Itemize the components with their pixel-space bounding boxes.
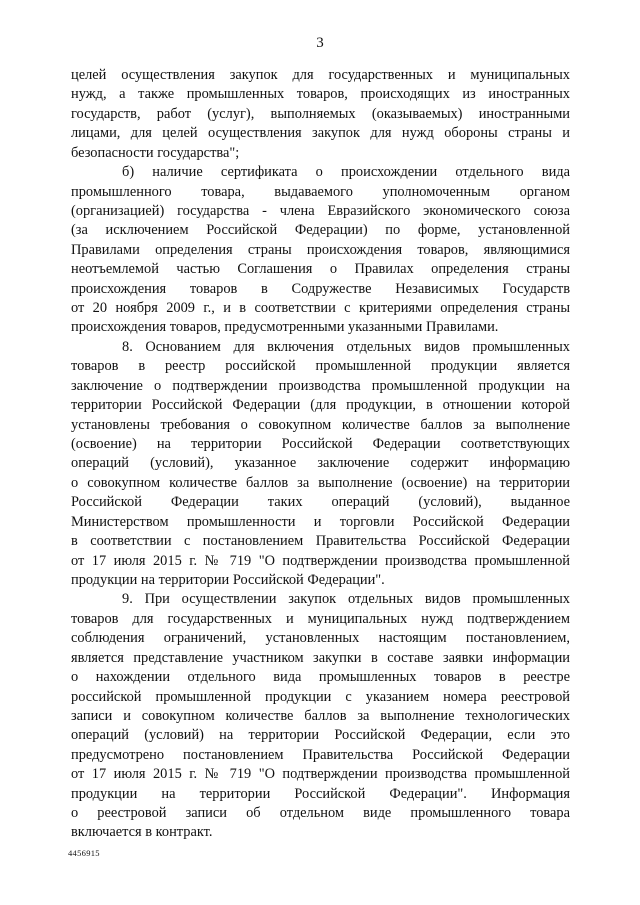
- text-line: безопасности государства";: [71, 144, 240, 161]
- document-code: 4456915: [68, 848, 100, 858]
- text-line: продукции на территории Российской Федерации".: [71, 571, 385, 588]
- text-line: 9. При осуществлении закупок отдельных видов промышленных: [122, 591, 570, 608]
- text-line: от 20 ноября 2009 г., и в соответствии с критериями определения страны: [71, 300, 570, 317]
- text-line: (организацией) государства - члена Евразийского экономического союза: [71, 202, 570, 219]
- document-body: [71, 66, 570, 843]
- text-line: лицами, для целей осуществления закупок для нужд обороны страны и: [71, 125, 570, 142]
- text-line: б) наличие сертификата о происхождении отдельного вида: [122, 164, 570, 181]
- text-line: о совокупном количестве баллов за выполнение (освоение) на территории: [71, 474, 570, 491]
- page-number: 3: [316, 35, 324, 51]
- text-line: 8. Основанием для включения отдельных видов промышленных: [122, 338, 570, 355]
- text-line: соблюдения ограничений, установленных настоящим постановлением,: [71, 630, 570, 647]
- text-line: заключение о подтверждении производства промышленной продукции на: [71, 377, 570, 394]
- paragraph-9: [71, 590, 570, 842]
- paragraph-b-certificate: [71, 163, 570, 338]
- text-line: (освоение) на территории Российской Федерации соответствующих: [71, 436, 570, 453]
- text-line: в соответствии с постановлением Правительства Российской Федерации: [71, 533, 570, 550]
- paragraph-continuation: [71, 66, 570, 163]
- text-line: происхождения товаров в Содружестве Независимых Государств: [71, 280, 570, 297]
- text-line: товаров в реестр российской промышленной продукции является: [71, 358, 570, 375]
- text-line: Правилами определения страны происхождения товаров, являющимися: [71, 241, 570, 258]
- text-line: неотъемлемой частью Соглашения о Правилах определения страны: [71, 261, 570, 278]
- text-line: предусмотрено постановлением Правительства Российской Федерации: [71, 746, 570, 763]
- text-line: является представление участником закупки в составе заявки информации: [71, 649, 570, 666]
- text-line: о нахождении отдельного вида промышленных товаров в реестре: [71, 669, 570, 686]
- text-line: территории Российской Федерации (для продукции, в отношении которой: [71, 397, 570, 414]
- text-line: от 17 июля 2015 г. № 719 "О подтверждении производства промышленной: [71, 552, 570, 569]
- text-line: о реестровой записи об отдельном виде промышленного товара: [71, 805, 570, 822]
- text-line: российской промышленной продукции с указанием номера реестровой: [71, 688, 570, 705]
- text-line: промышленного товара, выдаваемого уполномоченным органом: [71, 183, 570, 200]
- text-line: целей осуществления закупок для государственных и муниципальных: [71, 67, 570, 83]
- paragraph-8: [71, 338, 570, 590]
- text-line: операций (условий), указанное заключение содержит информацию: [71, 455, 570, 472]
- text-line: происхождения товаров, предусмотренными указанными Правилами.: [71, 319, 499, 336]
- text-line: (за исключением Российской Федерации) по форме, установленной: [71, 222, 570, 239]
- text-line: операций (условий) на территории Российской Федерации, если это: [71, 727, 570, 744]
- text-line: установлены требования о совокупном количестве баллов за выполнение: [71, 416, 570, 433]
- text-line: продукции на территории Российской Федерации". Информация: [71, 785, 570, 802]
- text-line: включается в контракт.: [71, 824, 213, 841]
- text-line: записи и совокупном количестве баллов за выполнение технологических: [71, 707, 570, 724]
- text-line: от 17 июля 2015 г. № 719 "О подтверждении производства промышленной: [71, 766, 570, 783]
- text-line: Министерством промышленности и торговли Российской Федерации: [71, 513, 570, 530]
- text-line: государств, работ (услуг), выполняемых (оказываемых) иностранными: [71, 105, 570, 122]
- text-line: товаров для государственных и муниципальных нужд подтверждением: [71, 610, 570, 627]
- text-line: нужд, а также промышленных товаров, происходящих из иностранных: [71, 86, 570, 103]
- text-line: Российской Федерации таких операций (условий), выданное: [71, 494, 570, 511]
